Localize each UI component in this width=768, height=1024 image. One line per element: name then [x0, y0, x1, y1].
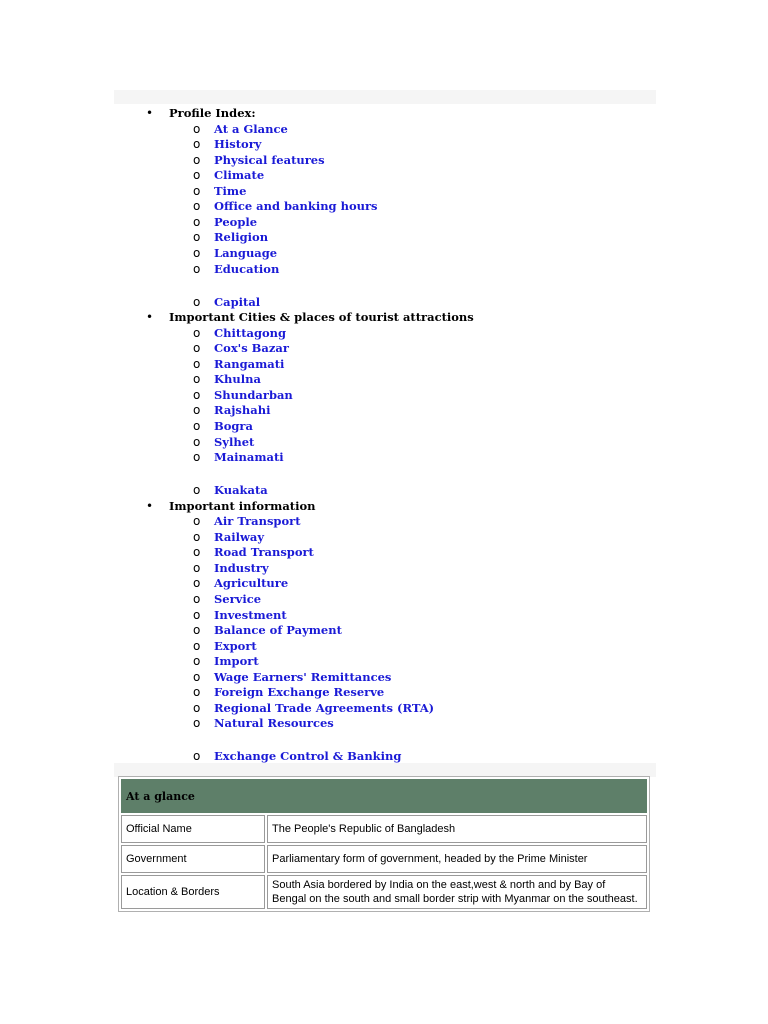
link-climate[interactable]: Climate	[214, 168, 265, 183]
circle-bullet-icon: o	[193, 372, 201, 387]
top-band	[114, 90, 656, 104]
link-time[interactable]: Time	[214, 183, 247, 198]
link-exchange-control-banking[interactable]: Exchange Control & Banking	[214, 749, 402, 764]
link-investment[interactable]: Investment	[214, 607, 287, 622]
row-value-government: Parliamentary form of government, headed by the Prime Minister	[267, 845, 647, 873]
circle-bullet-icon: o	[193, 623, 201, 638]
circle-bullet-icon: o	[193, 700, 201, 715]
circle-bullet-icon: o	[193, 214, 201, 229]
circle-bullet-icon: o	[193, 294, 201, 309]
circle-bullet-icon: o	[193, 654, 201, 669]
circle-bullet-icon: o	[193, 137, 201, 152]
circle-bullet-icon: o	[193, 434, 201, 449]
link-industry[interactable]: Industry	[214, 560, 269, 575]
bullet-icon: •	[146, 498, 154, 513]
circle-bullet-icon: o	[193, 152, 201, 167]
circle-bullet-icon: o	[193, 325, 201, 340]
circle-bullet-icon: o	[193, 560, 201, 575]
circle-bullet-icon: o	[193, 230, 201, 245]
circle-bullet-icon: o	[193, 576, 201, 591]
circle-bullet-icon: o	[193, 168, 201, 183]
circle-bullet-icon: o	[193, 121, 201, 136]
section-heading-important-information: Important information	[169, 498, 316, 513]
row-value-location-borders: South Asia bordered by India on the east,west & north and by Bay of Bengal on the south and small border strip with Myanmar on the southeast.	[267, 875, 647, 909]
circle-bullet-icon: o	[193, 450, 201, 465]
circle-bullet-icon: o	[193, 483, 201, 498]
circle-bullet-icon: o	[193, 261, 201, 276]
circle-bullet-icon: o	[193, 545, 201, 560]
link-balance-of-payment[interactable]: Balance of Payment	[214, 623, 342, 638]
circle-bullet-icon: o	[193, 514, 201, 529]
circle-bullet-icon: o	[193, 199, 201, 214]
row-value-official-name: The People's Republic of Bangladesh	[267, 815, 647, 843]
link-people[interactable]: People	[214, 214, 258, 229]
table-header: At a glance	[121, 779, 647, 813]
link-air-transport[interactable]: Air Transport	[214, 514, 301, 529]
middle-band	[114, 763, 656, 777]
circle-bullet-icon: o	[193, 749, 201, 764]
link-regional-trade-agreements-rta[interactable]: Regional Trade Agreements (RTA)	[214, 700, 435, 715]
link-wage-earners-remittances[interactable]: Wage Earners' Remittances	[214, 669, 392, 684]
link-service[interactable]: Service	[214, 591, 262, 606]
link-road-transport[interactable]: Road Transport	[214, 545, 314, 560]
section-heading-important-cities-places-of-tourist-attractions: Important Cities & places of tourist attractions	[169, 310, 474, 325]
link-mainamati[interactable]: Mainamati	[214, 450, 284, 465]
circle-bullet-icon: o	[193, 183, 201, 198]
link-kuakata[interactable]: Kuakata	[214, 483, 268, 498]
bullet-icon: •	[146, 310, 154, 325]
circle-bullet-icon: o	[193, 403, 201, 418]
link-import[interactable]: Import	[214, 654, 259, 669]
link-office-and-banking-hours[interactable]: Office and banking hours	[214, 199, 378, 214]
circle-bullet-icon: o	[193, 638, 201, 653]
circle-bullet-icon: o	[193, 685, 201, 700]
link-language[interactable]: Language	[214, 245, 278, 260]
link-cox-s-bazar[interactable]: Cox's Bazar	[214, 341, 289, 356]
circle-bullet-icon: o	[193, 356, 201, 371]
section-heading-profile-index: Profile Index:	[169, 106, 256, 120]
link-capital[interactable]: Capital	[214, 294, 261, 309]
link-rajshahi[interactable]: Rajshahi	[214, 403, 271, 418]
circle-bullet-icon: o	[193, 591, 201, 606]
circle-bullet-icon: o	[193, 387, 201, 402]
link-railway[interactable]: Railway	[214, 529, 265, 544]
table-row	[121, 875, 647, 909]
row-key-official-name: Official Name	[121, 815, 265, 843]
circle-bullet-icon: o	[193, 418, 201, 433]
link-export[interactable]: Export	[214, 638, 257, 653]
row-key-location-borders: Location & Borders	[121, 875, 265, 909]
circle-bullet-icon: o	[193, 245, 201, 260]
link-bogra[interactable]: Bogra	[214, 418, 253, 433]
circle-bullet-icon: o	[193, 529, 201, 544]
table-row	[121, 845, 647, 873]
link-rangamati[interactable]: Rangamati	[214, 356, 285, 371]
link-history[interactable]: History	[214, 137, 262, 152]
link-shundarban[interactable]: Shundarban	[214, 387, 293, 402]
link-physical-features[interactable]: Physical features	[214, 152, 325, 167]
table-row	[121, 815, 647, 843]
link-khulna[interactable]: Khulna	[214, 372, 261, 387]
bullet-icon: •	[146, 106, 154, 120]
at-a-glance-table	[118, 776, 650, 912]
circle-bullet-icon: o	[193, 669, 201, 684]
link-natural-resources[interactable]: Natural Resources	[214, 716, 334, 731]
link-chittagong[interactable]: Chittagong	[214, 325, 287, 340]
row-key-government: Government	[121, 845, 265, 873]
circle-bullet-icon: o	[193, 716, 201, 731]
link-foreign-exchange-reserve[interactable]: Foreign Exchange Reserve	[214, 685, 385, 700]
link-religion[interactable]: Religion	[214, 230, 269, 245]
link-at-a-glance[interactable]: At a Glance	[214, 121, 288, 136]
link-agriculture[interactable]: Agriculture	[214, 576, 289, 591]
circle-bullet-icon: o	[193, 341, 201, 356]
link-education[interactable]: Education	[214, 261, 280, 276]
circle-bullet-icon: o	[193, 607, 201, 622]
link-sylhet[interactable]: Sylhet	[214, 434, 255, 449]
